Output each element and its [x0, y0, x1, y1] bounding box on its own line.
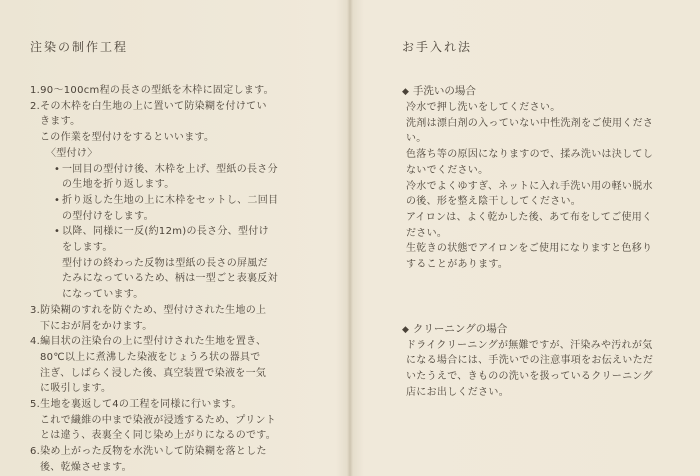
process-line: 80℃以上に煮沸した染液をじょうろ状の器具で	[40, 351, 261, 363]
process-line: 型付けの終わった反物は型紙の長さの屏風だ	[62, 257, 268, 269]
process-line: になっています。	[62, 289, 144, 301]
process-line: 〈型付け〉	[46, 147, 98, 159]
process-line: に吸引します。	[40, 383, 112, 395]
care-instruction-line: いたうえで、きものの洗いを扱っているクリーニング	[406, 371, 653, 383]
care-instruction-line: アイロンは、よく乾かした後、あて布をしてご使用く	[406, 211, 653, 223]
care-instruction-line: 色落ち等の原因になりますので、揉み洗いは決してし	[406, 149, 653, 161]
care-instruction-line: になる場合には、手洗いでの注意事項をお伝えいただ	[406, 355, 654, 367]
process-line: とは違う、表裏全く同じ染め上がりになるのです。	[40, 430, 277, 442]
diamond-bullet-icon: ◆	[402, 324, 409, 335]
care-instruction-line: 冷水でよくゆすぎ、ネットに入れ手洗い用の軽い脱水	[406, 180, 653, 192]
process-line: 2.その木枠を白生地の上に置いて防染糊を付けてい	[30, 100, 267, 112]
right-page-title: お手入れ法	[402, 40, 473, 54]
process-line: たみになっているため、柄は一型ごと表裏反対	[62, 273, 278, 285]
process-line: をします。	[62, 242, 113, 254]
right-page	[350, 0, 700, 476]
process-line: きます。	[40, 116, 81, 128]
process-line: • 折り返した生地の上に木枠をセットし、二回目	[30, 193, 340, 209]
process-line: 1.90〜100cm程の長さの型紙を木枠に固定します。	[30, 85, 274, 96]
section-heading-label: 手洗いの場合	[412, 85, 476, 97]
process-line: 下におが屑をかけます。	[40, 320, 153, 332]
cleaning-instructions	[402, 338, 686, 401]
process-line: 6.染め上がった反物を水洗いして防染糊を落とした	[30, 446, 267, 458]
process-line: 5.生地を裏返して4の工程を同様に行います。	[30, 399, 242, 411]
process-line: 後、乾燥させます。	[40, 461, 132, 473]
section-heading-handwash	[402, 83, 686, 100]
section-heading-cleaning	[402, 321, 686, 338]
process-line: の生地を折り返します。	[62, 179, 175, 191]
handwash-instructions	[402, 100, 686, 273]
care-instruction-line: 店にお出しください。	[406, 386, 509, 398]
care-instruction-line: の後、形を整え陰干ししてください。	[406, 196, 582, 208]
care-instruction-line: 生乾きの状態でアイロンをご使用になりますと色移り	[406, 243, 653, 255]
diamond-bullet-icon: ◆	[402, 87, 409, 97]
process-line: • 一回目の型付け後、木枠を上げ、型紙の長さ分	[30, 162, 340, 178]
process-line: • 以降、同様に一反(約12m)の長さ分、型付け	[30, 224, 340, 240]
process-line: この作業を型付けをするといいます。	[40, 132, 215, 144]
section-heading-label: クリーニングの場合	[412, 322, 508, 335]
care-instruction-line: ださい。	[406, 227, 448, 239]
care-instruction-line: ドライクリーニングが無難ですが、汗染みや汚れが気	[406, 339, 653, 351]
care-instruction-line: い。	[406, 133, 427, 145]
care-instruction-line: ないでください。	[406, 164, 489, 176]
process-line: これで繊維の中まで染液が浸透するため、プリント	[40, 414, 277, 426]
process-line: 3.防染糊のすれを防ぐため、型付けされた生地の上	[30, 304, 267, 316]
left-page-title: 注染の制作工程	[30, 40, 129, 54]
care-instruction-line: 冷水で押し洗いをしてください。	[406, 102, 561, 113]
care-instruction-line: 洗剤は漂白剤の入っていない中性洗剤をご使用くださ	[406, 117, 654, 129]
process-line: の型付けをします。	[62, 210, 154, 222]
process-line: 4.編目状の注染台の上に型付けされた生地を置き、	[30, 336, 267, 348]
care-instruction-line: することがあります。	[406, 259, 509, 271]
production-process-text	[30, 83, 340, 476]
process-line: 注ぎ、しばらく浸した後、真空装置で染液を一気	[40, 367, 267, 379]
